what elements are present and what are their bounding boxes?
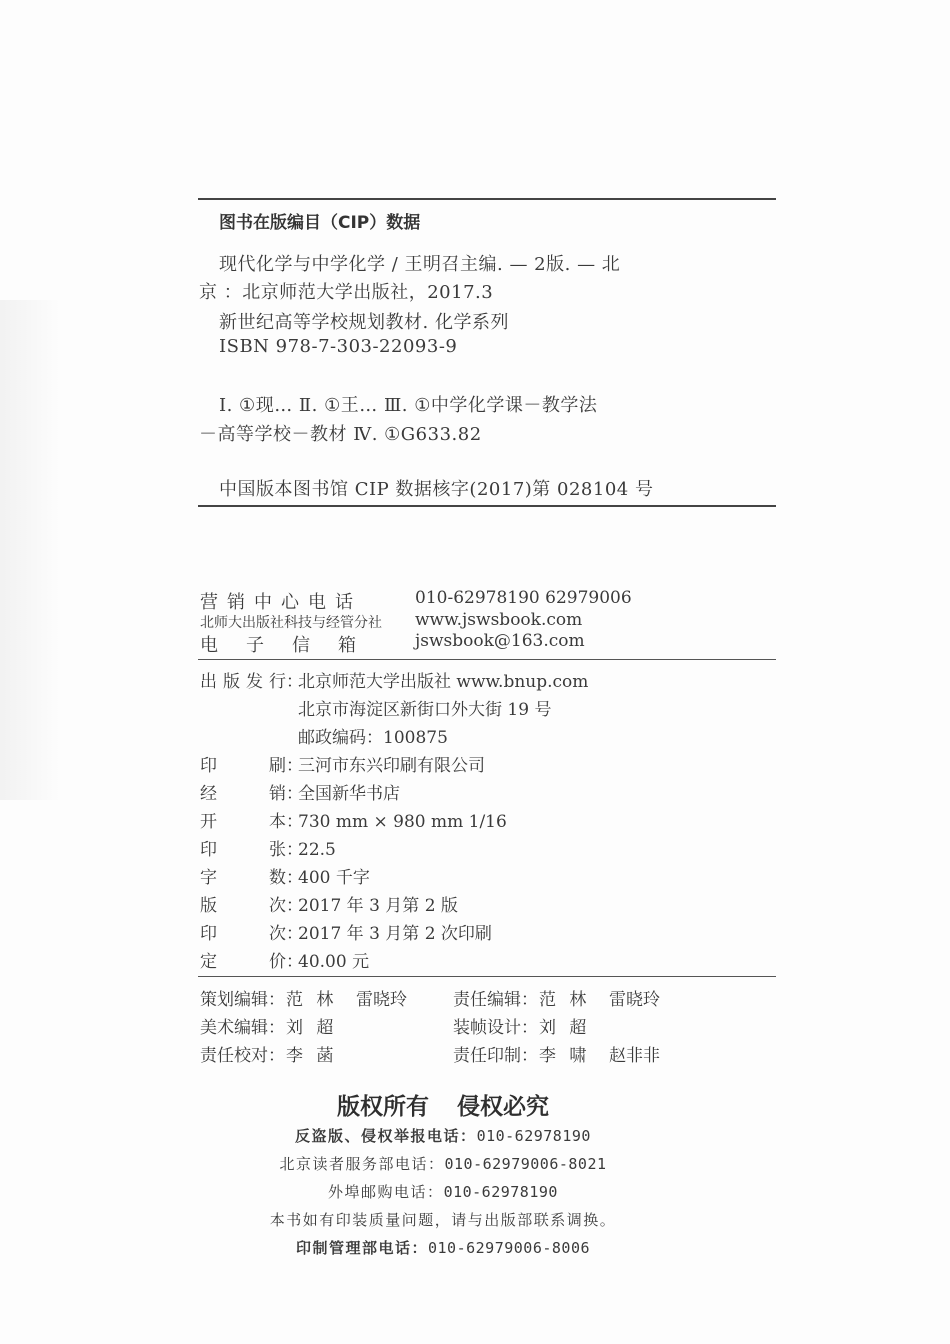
info-value: 2017 年 3 月第 2 版 (298, 896, 458, 916)
editor-name: 雷晓玲 (356, 990, 407, 1010)
editor-label: 策划编辑： (200, 990, 285, 1010)
editor-label: 美术编辑： (200, 1018, 285, 1038)
publisher-label: 出版发行 (200, 672, 286, 692)
reader-value: 010-62979006-8021 (444, 1155, 607, 1173)
cip-line-6: －高等学校－教材 Ⅳ. ①G633.82 (199, 424, 482, 445)
cip-title: 图书在版编目（CIP）数据 (219, 213, 421, 233)
info-value: 全国新华书店 (298, 784, 400, 804)
info-row-distribution: 经销：全国新华书店 (200, 779, 400, 804)
print-dept-phone (0, 1237, 886, 1258)
cip-line-3: 新世纪高等学校规划教材. 化学系列 (219, 312, 509, 333)
print-dept-value: 010-62979006-8006 (427, 1239, 591, 1257)
publisher-row: 出版发行：北京师范大学出版社 www.bnup.com (200, 667, 588, 692)
print-supervisor (453, 1041, 660, 1066)
info-label: 定价 (200, 952, 286, 972)
publisher-value: 北京师范大学出版社 www.bnup.com (298, 672, 589, 692)
contact-rule (198, 659, 776, 660)
editor-name: 李 啸 (539, 1046, 591, 1066)
mail-label: 外埠邮购电话： (328, 1183, 444, 1201)
editor-name: 李 菡 (286, 1046, 338, 1066)
info-value: 三河市东兴印刷有限公司 (298, 756, 485, 776)
editor-name: 刘 超 (539, 1018, 591, 1038)
proofreader (200, 1041, 356, 1066)
editor-name: 范 林 (539, 990, 591, 1010)
editor-name: 赵非非 (609, 1046, 660, 1066)
editor-name: 刘 超 (286, 1018, 338, 1038)
branch-website: www.jswsbook.com (415, 610, 583, 630)
email-value: jswsbook@163.com (415, 631, 585, 651)
editor-name: 雷晓玲 (609, 990, 660, 1010)
mail-value: 010-62978190 (443, 1183, 558, 1201)
cip-line-5: Ⅰ. ①现… Ⅱ. ①王… Ⅲ. ①中学化学课－教学法 (219, 395, 598, 416)
branch-label: 北师大出版社科技与经管分社 (200, 615, 382, 631)
info-label: 印次 (200, 924, 286, 944)
quality-note: 本书如有印装质量问题，请与出版部联系调换。 (269, 1211, 617, 1229)
cip-isbn: ISBN 978-7-303-22093-9 (219, 336, 458, 357)
piracy-label: 反盗版、侵权举报电话： (295, 1127, 477, 1145)
reader-service-phone (0, 1153, 886, 1174)
email-label: 电子信箱 (200, 635, 384, 656)
info-value: 730 mm × 980 mm 1/16 (298, 812, 507, 832)
art-editor (200, 1013, 356, 1038)
info-label: 版次 (200, 896, 286, 916)
info-label: 开本 (200, 812, 286, 832)
info-row-printing: 印刷：三河市东兴印刷有限公司 (200, 751, 485, 776)
info-row-format: 开本：730 mm × 980 mm 1/16 (200, 807, 507, 832)
info-row-edition: 版次：2017 年 3 月第 2 版 (200, 891, 458, 916)
reader-label: 北京读者服务部电话： (279, 1155, 445, 1173)
piracy-value: 010-62978190 (476, 1127, 591, 1145)
mail-order-phone (0, 1181, 886, 1202)
editor-label: 装帧设计： (453, 1018, 538, 1038)
sales-phone-value: 010-62978190 62979006 (415, 588, 632, 608)
editor-label: 责任校对： (200, 1046, 285, 1066)
copyright-title: 版权所有 侵权必究 (336, 1094, 549, 1120)
scan-smudge (0, 300, 60, 800)
info-row-word-count: 字数：400 千字 (200, 863, 370, 888)
info-value: 22.5 (298, 840, 336, 860)
info-rule (198, 976, 776, 977)
sales-phone-label: 营销中心电话 (200, 592, 362, 613)
info-row-price: 定价：40.00 元 (200, 947, 369, 972)
info-value: 40.00 元 (298, 952, 370, 972)
cip-line-2: 京 ：北京师范大学出版社，2017.3 (199, 282, 494, 303)
editor-label: 责任编辑： (453, 990, 538, 1010)
info-label: 印刷 (200, 756, 286, 776)
info-row-impression: 印次：2017 年 3 月第 2 次印刷 (200, 919, 492, 944)
cip-line-1: 现代化学与中学化学 / 王明召主编. — 2版. — 北 (219, 254, 621, 275)
cip-bottom-rule (198, 505, 776, 507)
info-label: 经销 (200, 784, 286, 804)
info-value: 2017 年 3 月第 2 次印刷 (298, 924, 492, 944)
publisher-postcode: 邮政编码：100875 (298, 728, 448, 748)
info-label: 字数 (200, 868, 286, 888)
binding-designer (453, 1013, 609, 1038)
info-label: 印张 (200, 840, 286, 860)
info-row-sheets: 印张：22.5 (200, 835, 336, 860)
publisher-address: 北京市海淀区新街口外大街 19 号 (298, 700, 552, 720)
cip-record-number: 中国版本图书馆 CIP 数据核字(2017)第 028104 号 (219, 479, 654, 500)
print-dept-label: 印制管理部电话： (295, 1239, 428, 1257)
info-value: 400 千字 (298, 868, 370, 888)
responsible-editor (453, 985, 660, 1010)
cip-top-rule (198, 198, 776, 200)
editor-name: 范 林 (286, 990, 338, 1010)
piracy-hotline (0, 1125, 886, 1146)
editor-label: 责任印制： (453, 1046, 538, 1066)
planning-editor (200, 985, 407, 1010)
